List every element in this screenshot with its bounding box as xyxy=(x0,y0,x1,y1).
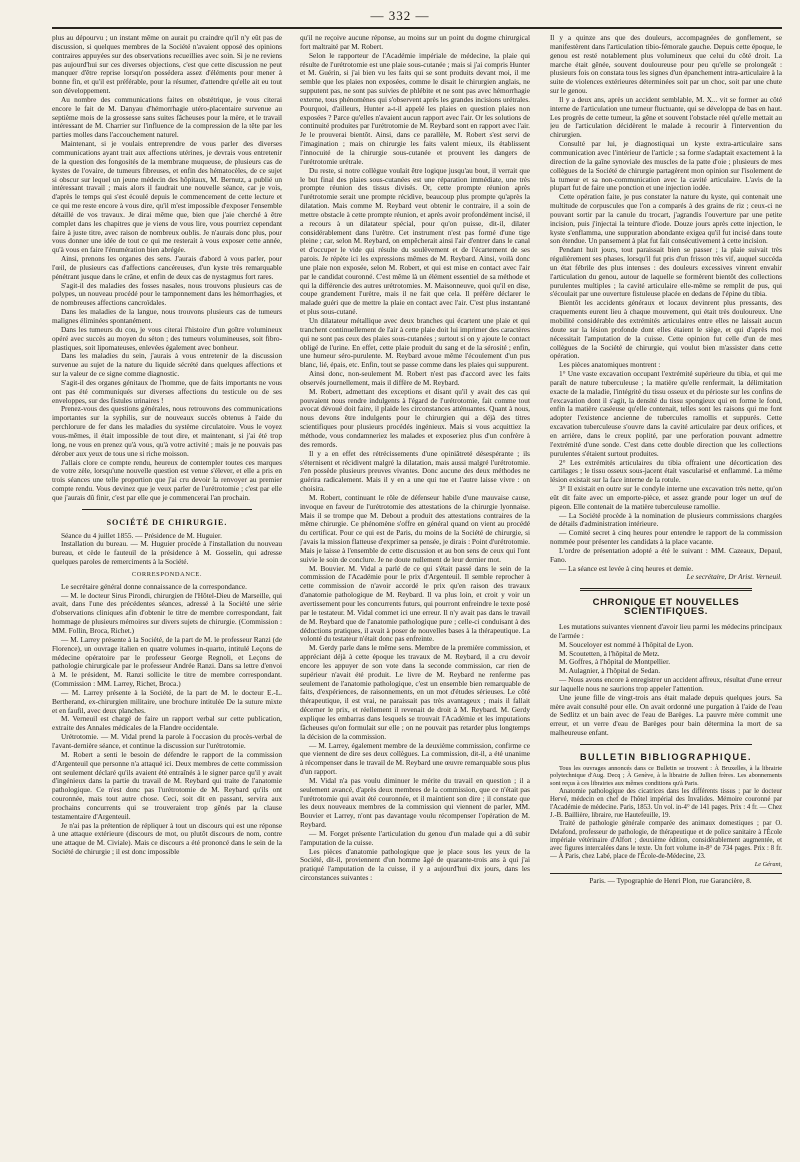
paragraph: S'agit-il des organes génitaux de l'homme, que de faits importants ne vous ont pas été communiqués sur diverses affections du testicule ou de ses enveloppes, sur des fistules urinaires ! xyxy=(52,377,282,405)
paragraph: Dans les tumeurs du cou, je vous citerai l'histoire d'un goître volumineux opéré avec succès au moyen du séton ; des tumeurs volumineuses, soit fibro-plastiques, soit lipomateuses, enlevées également avec bonheur. xyxy=(52,324,282,352)
column-right xyxy=(550,34,782,1152)
section-rule xyxy=(580,588,752,589)
list-item: M. Aulagnier, à l'hôpital de Sedan. xyxy=(559,666,661,676)
paragraph: M. Bouvier. M. Vidal a parlé de ce qui s'était passé dans le sein de la commission de l'Académie pour le prix d'Argenteuil. Il semble reprocher à cette commission de n'avoir accordé le prix qu'en raison des travaux d'anatomie pathologique de M. Reybard. Il va plus loin, et croit y voir un avertissement pour les concurrents futurs, qui pourront enfreindre le texte posé par le testateur. M. Vidal commet ici une erreur. Il n'y avait pas dans le travail de M. Reybard que de l'anatomie pathologique pure ; celle-ci conduisant à des déductions pratiques, il avait à poser de nouvelles bases à la thérapeutique. La volonté du testateur n'était donc pas enfreinte. xyxy=(300,563,530,644)
correspondance-heading: CORRESPONDANCE. xyxy=(131,570,203,578)
paragraph: Du reste, si notre collègue voulait être logique jusqu'au bout, il verrait que le but final des plaies sous-cutanées est une réparation immédiate, une très prompte réunion des tissus divisés. Or, cette prompte réunion après l'urétrotomie serait une prompte récidive, beaucoup plus prompte qu'après la dilatation. Mais comme M. Reybard veut obtenir le contraire, il a soin de mettre obstacle à cette prompte réunion, et après avoir profondément incisé, il a recours à un dilatateur spécial, pour qu'on puisse, dit-il, dilater considérablement dans l'urètre. Cet instrument n'est pas formé d'une tige pleine ; car, selon M. Reybard, on empêcherait ainsi l'air d'entrer dans le canal et d'occuper le vide qui résulte du soulèvement et de l'écartement de ses parois. Je répète ici les expressions mêmes de M. Reybard. Ainsi, voilà donc une plaie non exposée, selon M. Robert, et qui est mise en contact avec l'air par le candidat couronné. C'est même là un élément essentiel de sa méthode et qui la différencie des autres urétrotomies. M. Maisonneuve, quoi qu'il en dise, coupe grandement l'urètre, mais il ne fait que cela. Il préfère déclarer le malade guéri que de mettre la plaie en contact avec l'air. C'est plus instantané et plus sous-cutané. xyxy=(300,165,530,317)
paragraph: Prenez-vous des questions générales, nous retrouvons des communications importantes sur la syphilis, sur de nouveaux succès obtenus à l'aide du perchlorure de fer dans les maladies du système circulatoire. Vous le voyez vous-mêmes, il était impossible de tout dire, et maintenant, si j'ai été trop long, ne vous en prenez qu'à vous, qu'à votre activité ; mais je ne pouvais pas dérober aux yeux de tous une si riche moisson. xyxy=(52,404,282,458)
news-heading: CHRONIQUE ET NOUVELLES SCIENTIFIQUES. xyxy=(592,597,740,618)
list-item: M. Goffres, à l'hôpital de Montpellier. xyxy=(559,657,671,667)
paragraph: — M. Forget présente l'articulation du genou d'un malade qui a dû subir l'amputation de la cuisse. xyxy=(300,828,530,847)
section-rule xyxy=(580,590,752,591)
paragraph: Les pièces d'anatomie pathologique que je place sous les yeux de la Société, dit-il, proviennent d'un homme âgé de quarante-trois ans à qui j'ai pratiqué l'amputation de la cuisse, il y a aujourd'hui dix jours, dans les circonstances suivantes : xyxy=(300,846,530,883)
paragraph: S'agit-il des maladies des fosses nasales, nous trouvons plusieurs cas de polypes, un nouveau procédé pour le tamponnement dans les hémorrhagies, et de nombreuses affections cancroïdales. xyxy=(52,280,282,308)
paragraph: Les mutations suivantes viennent d'avoir lieu parmi les médecins principaux de l'armée : xyxy=(550,622,782,640)
list-item: M. Souceloyer est nommé à l'hôpital de Lyon. xyxy=(559,639,694,649)
list-item: M. Scoutetten, à l'hôpital de Metz. xyxy=(559,648,660,658)
paragraph: Selon le rapporteur de l'Académie impériale de médecine, la plaie qui résulte de l'urétrotomie est une plaie sous-cutanée ; mais si j'ai compris Hunter et M. Guérin, si j'ai bien vu les faits qui se sont produits devant moi, il me semble que les plaies non exposées, comme le disait le chirurgien anglais, ne supputent pas, ne sont pas suivies de phlébite et ne sont pas avec hémorrhagie externe, tous phénomènes qui s'observent après les grandes incisions urétrales. Pourquoi, d'ailleurs, Hunter a-t-il appelé les plaies en question plaies non exposées ? Parce qu'elles n'avaient aucun rapport avec l'air. Or les solutions de continuité produites par l'urétrotomie de M. Reybard sont en rapport avec l'air. Je le prouverai bientôt. Ainsi, dans ce parallèle, M. Robert s'est servi de l'imagination ; mais on chirurgie les faits valent mieux, ils établissent l'innocuité de la chirurgie sous-cutanée et prouvent les dangers de l'urétrotomie urétrale. xyxy=(300,50,530,166)
paragraph: Consulté par lui, je diagnostiquai un kyste extra-articulaire sans communication avec l'intérieur de l'article ; sa forme s'adaptait exactement à la direction de la gaîne synoviale des muscles de la patte d'oie ; plusieurs de mes collègues de la Société de chirurgie partagèrent mon opinion sur l'isolement de la tumeur et sa non-communication avec la cavité articulaire. L'avis de la plupart fut de faire une ponction et une injection iodée. xyxy=(550,139,782,193)
paragraph: J'allais clore ce compte rendu, heureux de contempler toutes ces marques de votre zèle, lorsqu'une nouvelle question est venue s'élever, et elle a pris en trois séances une telle proportion que j'ai cru devoir la renvoyer au premier compte rendu. Vous devinez que je veux parler de l'urétrotomie ; c'est par elle que j'aurais dû finir, c'est par elle que je commencerai l'an prochain. xyxy=(52,457,282,502)
paragraph: — La Société procède à la nomination de plusieurs commissions chargées de détails d'administration intérieure. xyxy=(550,510,782,529)
bulletin-heading: BULLETIN BIBLIOGRAPHIQUE. xyxy=(580,751,752,762)
paragraph: qu'il ne reçoive aucune réponse, au moins sur un point du dogme chirurgical fort maltraité par M. Robert. xyxy=(300,34,530,51)
column-middle xyxy=(300,34,530,1152)
footer-rule xyxy=(550,873,782,874)
paragraph: Il y a deux ans, après un accident semblable, M. X... vit se former au côté interne de l'articulation une tumeur fluctuante, qui se développa de bas en haut. Les progrès de cette tumeur, la gêne et souvent l'obstacle réel qu'elle mettait au jeu de l'articulation décidèrent le malade à recourir à l'intervention du chirurgien. xyxy=(550,94,782,140)
gerant-label: Le Gérant, xyxy=(754,861,782,869)
header-rule xyxy=(52,27,782,29)
paragraph: 3° Il existait en outre sur le condyle interne une excavation très nette, qu'on eût dit faite avec un emporte-pièce, et assez grande pour loger un œuf de pigeon. Elle contenait de la matière tuberculeuse ramollie. xyxy=(550,484,782,511)
paragraph: Maintenant, si je voulais entreprendre de vous parler des diverses communications ayant trait aux affections utérines, je devrais vous entretenir de la question des fongosités de la membrane muqueuse, de plusieurs cas de kystes de l'ovaire, de tumeurs fibreuses, et enfin des hématocèles, de ce sujet si obscur sur lequel un jeune médecin des hôpitaux, M. Bernutz, a publié un intéressant travail ; mais alors il faudrait une nouvelle séance, car je vois, d'après le temps qui s'est écoulé depuis le commencement de cette lecture et ce qui me reste encore à vous dire, qu'il m'est impossible d'exposer l'ensemble détaillé de vos travaux. Je dirai même que, bien que j'aie cherché à être complet dans les chapitres que je viens de vous lire, vous pourriez cependant faire à juste titre, avec raison de nombreux oublis. Je n'aurais donc plus, pour vous donner une idée de tout ce qui me resterait à vous exposer cette année, qu'à vous en faire l'énumération bien abrégée. xyxy=(52,139,282,255)
paragraph: Ainsi donc, non-seulement M. Robert n'est pas d'accord avec les faits observés journellement, mais il diffère de M. Reybard. xyxy=(300,369,530,387)
paragraph: Dans les maladies du sein, j'aurais à vous entretenir de la discussion survenue au sujet de la nature du liquide sécrété dans quelques affections et sur la valeur de ce signe comme diagnostic. xyxy=(52,351,282,379)
paragraph: — M. Larrey présente à la Société, de la part de M. le professeur Ranzi (de Florence), un ouvrage italien en quatre volumes in-quarto, intitulé Leçons de médecine opératoire par le professeur George Regnoli, et Leçons de pathologie chirurgicale par le professeur Andrée Ranzi. Dans sa lettre d'envoi à M. le président, M. Ranzi sollicite le titre de membre correspondant. (Commission : MM. Larrey, Richet, Broca.) xyxy=(52,634,282,689)
section-rule xyxy=(580,744,752,745)
paragraph: Les pièces anatomiques montrent : xyxy=(559,360,661,370)
paragraph: 2° Les extrémités articulaires du tibia offraient une décortication des cartilages ; le tissu osseux sous-jacent était vascularisé et enflammé. La même lésion existait sur la face interne de la rotule. xyxy=(550,457,782,485)
paragraph: — Comité secret à cinq heures pour entendre le rapport de la commission nommée pour présenter les candidats à la place vacante. xyxy=(550,528,782,547)
seance-line: Séance du 4 juillet 1855. — Présidence de M. Huguier. xyxy=(61,530,222,540)
paragraph: Il y a quinze ans que des douleurs, accompagnées de gonflement, se manifestèrent dans l'articulation tibio-fémorale gauche. Depuis cette époque, le genou est resté notablement plus volumineux que celui du côté droit. La marche était gênée, souvent douloureuse pour peu qu'elle se prolongeât : plusieurs fois on constata tous les signes d'un épanchement intra-articulaire à la suite de violences extérieures déterminées soit par un choc, soit par une chute sur le genou. xyxy=(550,34,782,96)
page-number: — 332 — xyxy=(370,8,430,23)
paragraph: Je n'ai pas la prétention de répliquer à tout un discours qui est une réponse à une attaque extérieure (discours de mot, ou plutôt discours de nom, contre une attaque de M. Civiale). Mais ce discours a été prononcé dans le sein de la Société de chirurgie ; il est donc impossible xyxy=(52,820,282,857)
paragraph: Dans les maladies de la langue, nous trouvons plusieurs cas de tumeurs malignes éliminées spontanément. xyxy=(52,307,282,325)
paragraph: Bientôt les accidents généraux et locaux devinrent plus pressants, des craquements eurent lieu à chaque mouvement, qui était très douloureux. Une mobilité considérable des extrémités articulaires entre elles ne laissait aucun doute sur la lésion profonde dont elles étaient le siège, et qui d'après moi nécessitait l'amputation de la cuisse. Cette opinion fut celle d'un de mes collègues de la Société de chirurgie, qui voulut bien m'assister dans cette opération. xyxy=(550,298,782,361)
paragraph: M. Robert a senti le besoin de défendre le rapport de la commission d'Argenteuil que personne n'a attaqué ici. Deux membres de cette commission ont seulement déclaré qu'ils avaient été entraînés à le signer parce qu'il y avait d'ingénieux dans la partie du travail de M. Reybard qui traite de l'anatomie pathologique. Ce n'est donc pas l'urétrotomie de M. Reybard qu'ils ont couronnée, mais tout autre chose. Ceci, soit dit en passant, servira aux prochains concurrents qui se trouveraient trop gênés par la clause testamentaire d'Argenteuil. xyxy=(52,749,282,821)
paragraph: — M. Larrey, également membre de la deuxième commission, confirme ce que viennent de dire ses deux collègues. La commission, dit-il, a été unanime à récompenser dans le travail de M. Reybard une œuvre remarquable sous plus d'un rapport. xyxy=(300,740,530,777)
paragraph: Un dilatateur métallique avec deux branches qui écartent une plaie et qui tranchent continuellement de l'air à cette plaie doit lui imprimer des caractères qui ne sont pas ceux des plaies sous-cutanées ; surtout si on y ajoute le contact obligé de l'urine. En effet, cette plaie produit du sang et de la sérosité ; enfin, une humeur séro-purulente. M. Reybard avoue même l'écoulement d'un pus blanc, lié, épais, etc. Enfin, tout se passe comme dans les plaies qui suppurent. xyxy=(300,316,530,370)
bulletin-item: Anatomie pathologique des cicatrices dans les différents tissus ; par le docteur Hervé, médecin en chef de l'hôtel impérial des Invalides. Mémoire couronné par l'Académie de médecine. Paris, 1853. Un vol. in-4° de 141 pages. Prix : 4 fr. — Chez J.-B. Baillière, libraire, rue Hautefeuille, 19. xyxy=(550,787,782,820)
paragraph: Au nombre des communications faites en obstétrique, je vous citerai encore le fait de M. Danyau d'hémorrhagie utéro-placentaire survenue au septième mois de la grossesse sans suites fâcheuses pour la mère, et le travail intéressant de M. Charrier sur l'influence de la compression de la tête par les parties molles dans l'accouchement naturel. xyxy=(52,94,282,140)
paragraph: Une jeune fille de vingt-trois ans était malade depuis quelques jours. Sa mère avait consulté pour elle. On avait ordonné une purgation à l'aide de l'eau de Sedlitz et un bain avec de l'eau de Barèges. La pauvre mère commit une erreur, et un verre d'eau de Barèges pour bain détermina la mort de sa malheureuse enfant. xyxy=(550,692,782,738)
paragraph: Il y a en effet des rétrécissements d'une opiniâtreté désespérante ; ils s'éternisent et récidivent malgré la dilatation, mais aussi malgré l'urétrotomie. J'en possède plusieurs preuves vivantes. Donc aucune des deux méthodes ne guérira radicalement. Mais il y en a une qui tue et l'autre laisse vivre : on choisira. xyxy=(300,448,530,494)
secretary-signature: Le secrétaire, Dr Arist. Verneuil. xyxy=(686,572,782,582)
paragraph: Installation du bureau. — M. Huguier procède à l'installation du nouveau bureau, et cède le fauteuil de la présidence à M. Gosselin, qui adresse quelques paroles de remerciments à la Société. xyxy=(52,539,282,567)
paragraph: — La séance est levée à cinq heures et demie. xyxy=(559,563,694,573)
section-rule xyxy=(82,509,252,510)
paragraph: Le secrétaire général donne connaissance de la correspondance. xyxy=(61,581,247,591)
column-left xyxy=(52,34,282,1152)
paragraph: 1° Une vaste excavation occupant l'extrémité supérieure du tibia, et qui me paraît de nature tuberculeuse ; la matière qu'elle renfermait, la délimitation exacte de la maladie, l'intégrité du tissu osseux et du périoste sur les confins de l'excavation dont il s'agit, la densité du tissu spongieux qui en forme le fond, enfin la matière caséeuse qu'elle contenait, telles sont les raisons qui me font adopter l'existence ancienne de tubercules ramollis et suppurés. Cette excavation tuberculeuse s'ouvre dans la cavité articulaire par deux orifices, et en arrière, dans le creux poplité, par une perforation pouvant admettre l'extrémité d'une sonde. C'est dans cette double direction que les collections purulentes s'étaient surtout produites. xyxy=(550,369,782,458)
paragraph: L'ordre de présentation adopté a été le suivant : MM. Cazeaux, Depaul, Fano. xyxy=(550,545,782,564)
paragraph: Ainsi, prenons les organes des sens. J'aurais d'abord à vous parler, pour l'œil, de plusieurs cas d'affections cancéreuses, d'un kyste très remarquable pénétrant jusque dans le crâne, et enfin de deux cas de nystagmus fort rares. xyxy=(52,254,282,281)
printer-line: Paris. — Typographie de Henri Plon, rue Garancière, 8. xyxy=(589,876,752,886)
society-heading: SOCIÉTÉ DE CHIRURGIE. xyxy=(106,517,228,527)
paragraph: plus au dépourvu ; un instant même on aurait pu craindre qu'il n'y eût pas de discussion, si quelques membres de la Société n'avaient opposé des opinions contraires appuyées sur des observations recueillies avec soin. Si je ne reviens pas aujourd'hui sur ces diverses objections, c'est que cette discussion ne peut manquer d'être reprise lorsqu'on possédera assez d'éléments pour mener à bonne fin, et qu'il est préférable, pour la résumer, d'attendre qu'elle ait eu tout son développement. xyxy=(52,34,282,96)
paragraph: Cette opération faite, je pus constater la nature du kyste, qui contenait une multitude de corpuscules que l'on a comparés à des grains de riz ; ceux-ci ne pouvant sortir par la canule du trocart, j'agrandis l'ouverture par une petite incision, puis j'injectai la teinture d'iode. Douze jours après cette injection, le kyste s'enflamma, une suppuration abondante exigea qu'il fut incisé dans toute son étendue. Un pansement à plat fut fait consécutivement à cette incision. xyxy=(550,192,782,246)
paragraph: — M. le docteur Sirus Pirondi, chirurgien de l'Hôtel-Dieu de Marseille, qui avait, dans l'une des précédentes séances, adressé à la Société une série d'observations cliniques afin d'obtenir le titre de membre correspondant, fait hommage de plusieurs mémoires sur divers sujets de chirurgie. (Commission : MM. Follin, Broca, Richet.) xyxy=(52,590,282,635)
bulletin-note: Tous les ouvrages annoncés dans ce Bulletin se trouvent : À Bruxelles, à la librairie polytechnique d'Aug. Decq ; À Genève, à la librairie de Jullien frères. Les abonnements sont reçus à ces librairies aux mêmes conditions qu'à Paris. xyxy=(550,764,782,787)
paragraph: — Nous avons encore à enregistrer un accident affreux, résultat d'une erreur sur laquelle nous ne saurions trop appeler l'attention. xyxy=(550,675,782,693)
paragraph: Pendant huit jours, tout paraissait bien se passer ; la plaie suivait très régulièrement ses phases, lorsqu'il fut pris d'un frisson très vif, auquel succéda un état fébrile des plus intenses : des douleurs excessives vinrent envahir l'articulation du genou, autour de laquelle se formèrent bientôt des collections purulentes multiples ; la cavité articulaire elle-même se remplit de pus, qui s'écoulait par une ouverture fistuleuse placée en dedans de l'épine du tibia. xyxy=(550,245,782,299)
paragraph: M. Robert, admettant des exceptions et disant qu'il y avait des cas qui pouvaient nous rendre indulgents à l'égard de l'urétrotomie, fait comme tout avocat dévoué doit faire, il plaide les circonstances atténuantes. Quant à nous, nous devons être indulgents pour le chirurgien qui a déjà des titres scientifiques pour plusieurs procédés ingénieux. Mais si vous acquittiez la méthode, vous condamneriez les malades et exposeriez plus d'un confrère à des remords. xyxy=(300,386,530,449)
bulletin-item: Traité de pathologie générale comparée des animaux domestiques ; par O. Delafond, professeur de pathologie, de thérapeutique et de police sanitaire à l'École impériale vétérinaire d'Alfort ; deuxième édition, considérablement augmentée, et avec figures intercalées dans le texte. Un fort volume in-8° de 734 pages. Prix : 8 fr. — À Paris, chez Labé, place de l'École-de-Médecine, 23. xyxy=(550,820,782,861)
paragraph: M. Robert, continuant le rôle de défenseur habile d'une mauvaise cause, invoque en faveur de l'urétrotomie des attestations de la chirurgie lyonnaise. Mais il se trompe que M. Debout a produit des attestations contraires de la même chirurgie. Ce phénomène s'offre en général quand on vient au procédé du certificat. Pour ce qui est de Paris, du moins de la Société de chirurgie, si j'avais la mission flatteuse d'exprimer sa pensée, je dirais : Point d'urétrotomie. Mais je laisse à l'ensemble de cette discussion et au bon sens de ceux qui l'ont suivie le soin de conclure. Je ne doute nullement de leur dernier mot. xyxy=(300,492,530,564)
paragraph: M. Verneuil est chargé de faire un rapport verbal sur cette publication, extraite des Annales médicales de la Flandre occidentale. xyxy=(52,714,282,733)
paragraph: M. Vidal n'a pas voulu diminuer le mérite du travail en question ; il a seulement avancé, d'après deux membres de la commission, que ce n'était pas l'urétrotomie qui avait été couronnée, et il maintient son dire ; il constate que les deux nouveaux membres de la commission qui viennent de parler, MM. Bouvier et Larrey, n'ont pas davantage voulu récompenser l'opération de M. Reybard. xyxy=(300,775,530,830)
paragraph: Urétrotomie. — M. Vidal prend la parole à l'occasion du procès-verbal de l'avant-dernière séance, et continue la discussion sur l'urétrotomie. xyxy=(52,732,282,750)
paragraph: M. Gerdy parle dans le même sens. Membre de la première commission, et appréciant déjà à cette époque les travaux de M. Reybard, il a cru devoir encore les appuyer de son vote dans la seconde commission, car rien de supérieur n'avait été produit. Le livre de M. Reybard ne renferme pas seulement de l'anatomie pathologique, c'est un ensemble bien remarquable de faits, d'expériences, de raisonnements, en un mot d'études sérieuses. Le côté thérapeutique, il est vrai, ne paraissait pas très avantageux ; mais il fallait décerner le prix, et réellement il revenait de droit à M. Reybard. M. Gerdy explique les embarras dans lesquels se trouvait l'Académie et les imputations fâcheuses qu'on formulait sur elle ; on ne pouvait pas retarder plus longtemps la décision de la commission. xyxy=(300,643,530,741)
paragraph: — M. Larrey présente à la Société, de la part de M. le docteur E.-L. Bertherand, ex-chirurgien militaire, une brochure intitulée De la suture mixte et en faufil, avec deux planches. xyxy=(52,687,282,715)
